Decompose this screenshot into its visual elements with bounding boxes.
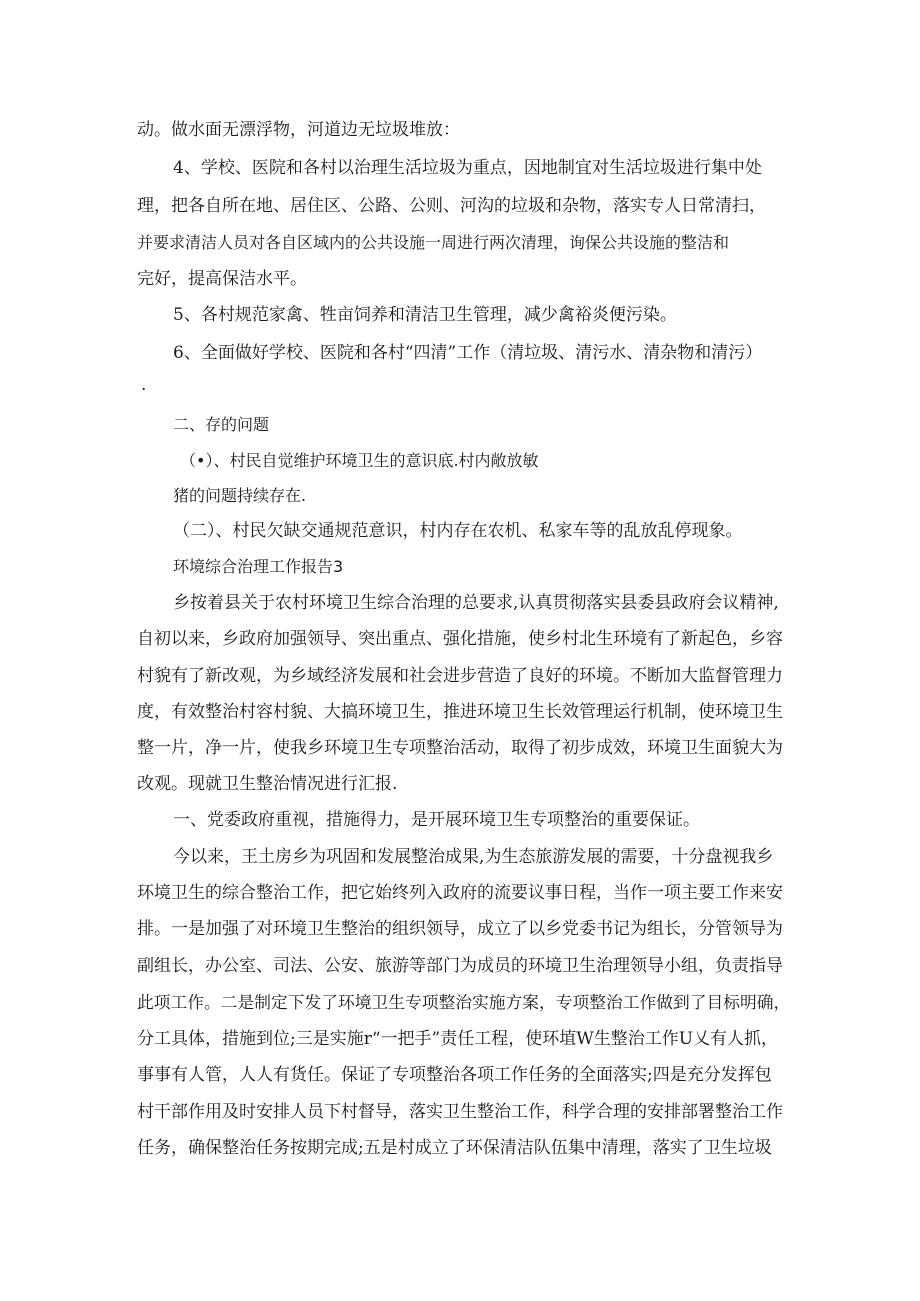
paragraph-line: 此项工作。二是制定下发了环境卫生专项整治实施方案，专项整治工作做到了目标明确， <box>137 992 791 1012</box>
paragraph-line: 环境卫生的综合整治工作，把它始终列入政府的流要议事日程，当作一项主要工作来安 <box>137 883 783 903</box>
list-item-5: 5、各村规范家禽、牲亩饲养和清洁卫生管理，减少禽裕炎便污染。 <box>173 305 677 325</box>
list-item-4-line: 完好，提高保洁水平。 <box>137 269 307 289</box>
paragraph-line: 事事有人管，人人有货任。保证了专项整治各项工作任务的全面落实;四是充分发挥包 <box>137 1065 772 1085</box>
paragraph-line: 乡按着县关于农村环境卫生综合治理的总要求,认真贯彻落实县委县政府会议精神, <box>173 593 779 613</box>
list-item-6: 6、全面做好学校、医院和各村“四清”工作（清垃圾、清污水、清杂物和清污） <box>173 343 763 363</box>
paragraph-line: 排。一是加强了对环境卫生整治的组织领导，成立了以乡党委书记为组长，分管领导为 <box>137 919 783 939</box>
paragraph-line: 村貌有了新改观，为乡域经济发展和社会进步营造了良好的环境。不断加大监督管理力 <box>137 666 783 686</box>
paragraph-line: 整一片，净一片，使我乡环境卫生专项整治活动，取得了初步成效，环境卫生面貌大为 <box>137 738 783 758</box>
paragraph-line: 度，有效整治村容村貌、大搞环境卫生，推进环境卫生长效管理运行机制，使环境卫生 <box>137 702 783 722</box>
problem-item-1: （•）、村民自觉维护环境卫生的意识底.村内敞放敏 <box>180 451 539 470</box>
list-item-6-continuation: . <box>141 375 147 395</box>
section-heading: 一、党委政府重视，措施得力，是开展环境卫生专项整治的重要保证。 <box>173 810 700 830</box>
text-line: 动。做水面无漂浮物，河道边无垃圾堆放： <box>137 120 460 140</box>
problem-item-2: （二）、村民欠缺交通规范意识，村内存在农机、私家车等的乱放乱停现象。 <box>173 521 743 541</box>
paragraph-line: 副组长，办公室、司法、公安、旅游等部门为成员的环境卫生治理领导小组，负责指导 <box>137 956 783 976</box>
list-item-4-line: 并要求清洁人员对各自区域内的公共设施一周进行两次清理，询保公共设施的整洁和 <box>137 233 730 252</box>
paragraph-line: 村干部作用及时安排人员下村督导，落实卫生整治工作，科学合理的安排部署整治工作 <box>137 1102 783 1122</box>
paragraph-line: 分工具体，措施到位;三是实施r“一把手”责任工程，使环埴W生整治工作U乂有人抓， <box>137 1029 779 1049</box>
list-item-4-line: 4、学校、医院和各村以治理生活垃圾为重点，因地制宜对生活垃圾进行集中处 <box>173 158 762 178</box>
paragraph-line: 自初以来，乡政府加强领导、突出重点、强化措施，使乡村北生环境有了新起色，乡容 <box>137 629 783 649</box>
problem-item-1-continuation: 猪的问题持续存在. <box>173 486 307 505</box>
paragraph-line: 改观。现就卫生整治情况进行汇报. <box>137 774 398 794</box>
section-heading: 二、存的问题 <box>173 415 270 434</box>
list-item-4-line: 理，把各自所在地、居住区、公路、公则、河沟的垃圾和杂物，落实专人日常清扫， <box>137 196 766 216</box>
paragraph-line: 任务，确保整治任务按期完成;五是村成立了环保清洁队伍集中清理，落实了卫生垃圾 <box>137 1138 772 1158</box>
report-title: 环境综合治理工作报告3 <box>173 557 344 576</box>
paragraph-line: 今以来，王土房乡为巩固和发展整治成果,为生态旅游发展的需要，十分盘视我乡 <box>173 847 774 867</box>
